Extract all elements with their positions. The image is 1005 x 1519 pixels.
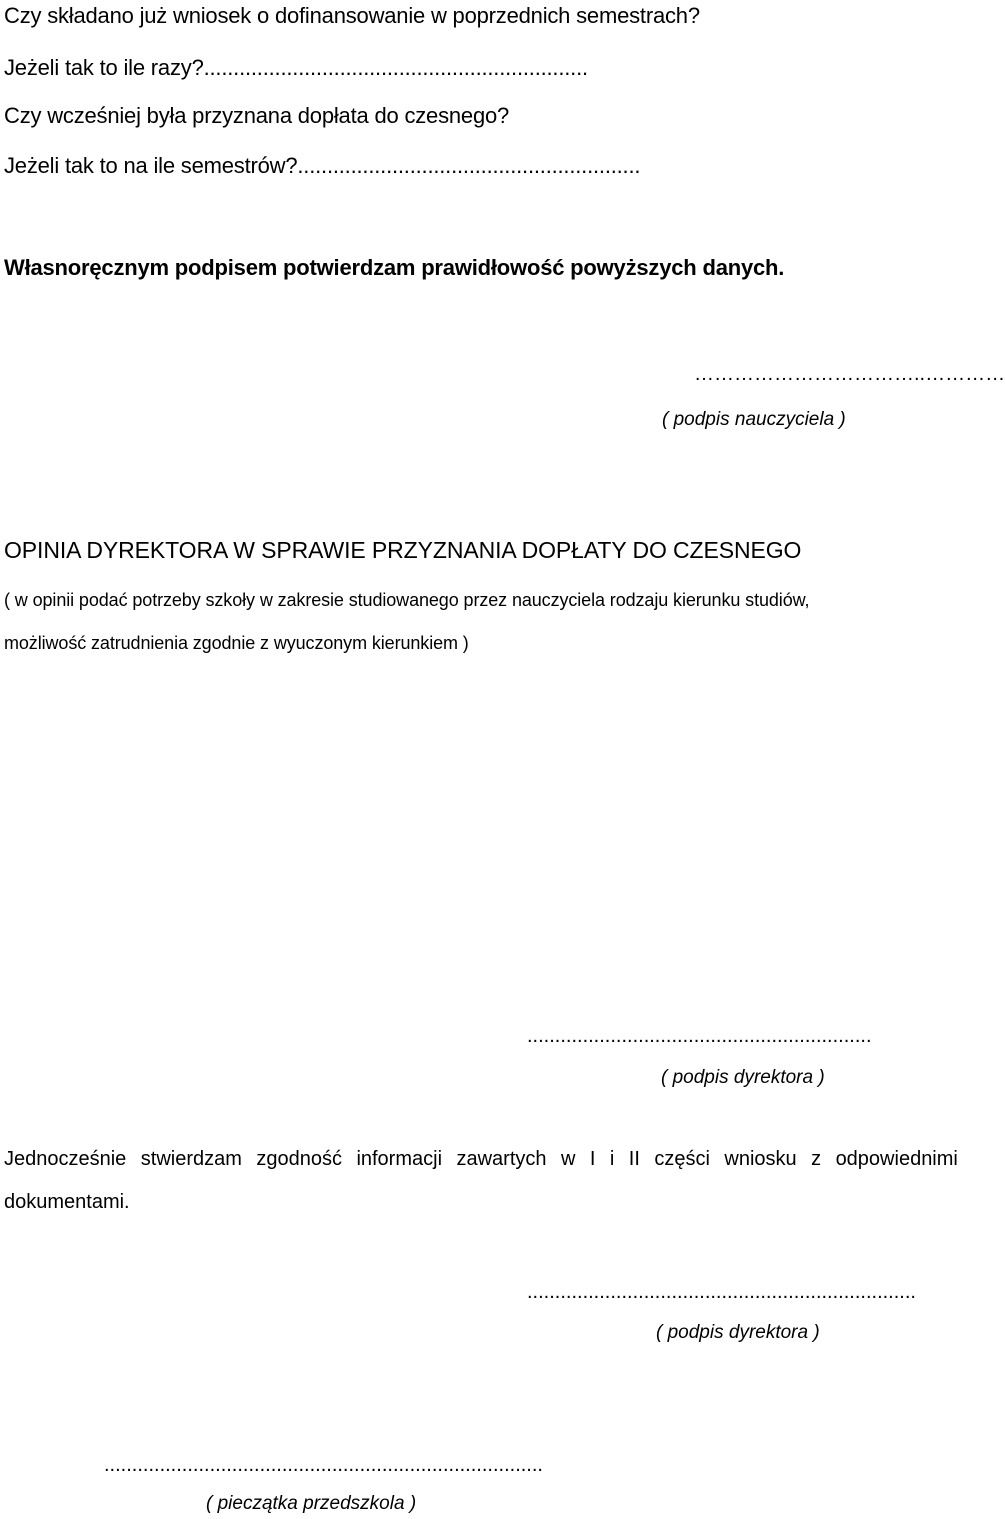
- school-stamp-line: ...............................................................................: [104, 1454, 543, 1476]
- question-previous-applications: Czy składano już wniosek o dofinansowanie w poprzednich semestrach?: [4, 3, 700, 28]
- confirmation-word: z: [811, 1148, 822, 1170]
- confirmation-word: II: [628, 1148, 640, 1170]
- director-signature-line-2: ......................................................................: [527, 1281, 916, 1303]
- question-previous-subsidy: Czy wcześniej była przyznana dopłata do czesnego?: [4, 103, 510, 128]
- confirmation-word: wniosku: [724, 1148, 797, 1170]
- teacher-signature-caption: ( podpis nauczyciela ): [662, 409, 846, 430]
- confirmation-word: I: [589, 1148, 596, 1170]
- confirmation-word: Jednocześnie: [4, 1148, 127, 1170]
- opinion-note-line-2: możliwość zatrudnienia zgodnie z wyuczonym kierunkiem ): [4, 633, 469, 653]
- confirmation-word: stwierdzam: [140, 1148, 242, 1170]
- confirmation-word: i: [609, 1148, 615, 1170]
- opinion-note-line-1: ( w opinii podać potrzeby szkoły w zakresie studiowanego przez nauczyciela rodzaju kierunku studiów,: [4, 590, 810, 610]
- confirmation-word: zawartych: [456, 1148, 547, 1170]
- question-how-many-times: Jeżeli tak to ile razy?.................................................................: [4, 55, 588, 80]
- confirmation-word: odpowiednimi: [835, 1148, 958, 1170]
- question-how-many-semesters: Jeżeli tak to na ile semestrów?..........................................................: [4, 153, 641, 178]
- confirmation-word: zgodność: [256, 1148, 342, 1170]
- confirmation-word: części: [654, 1148, 710, 1170]
- confirmation-word: informacji: [356, 1148, 443, 1170]
- opinion-heading: OPINIA DYREKTORA W SPRAWIE PRZYZNANIA DOPŁATY DO CZESNEGO: [4, 537, 802, 563]
- teacher-signature-line: ……………………………..…………: [694, 363, 1005, 385]
- director-signature-line-1: ..............................................................: [527, 1025, 872, 1047]
- confirmation-line-1: [4, 1146, 958, 1172]
- school-stamp-caption: ( pieczątka przedszkola ): [206, 1493, 417, 1514]
- director-signature-caption-2: ( podpis dyrektora ): [656, 1322, 820, 1343]
- director-signature-caption-1: ( podpis dyrektora ): [661, 1067, 825, 1088]
- declaration-text: Własnoręcznym podpisem potwierdzam prawidłowość powyższych danych.: [4, 255, 785, 280]
- confirmation-word: w: [560, 1148, 576, 1170]
- confirmation-line-2: dokumentami.: [4, 1191, 130, 1213]
